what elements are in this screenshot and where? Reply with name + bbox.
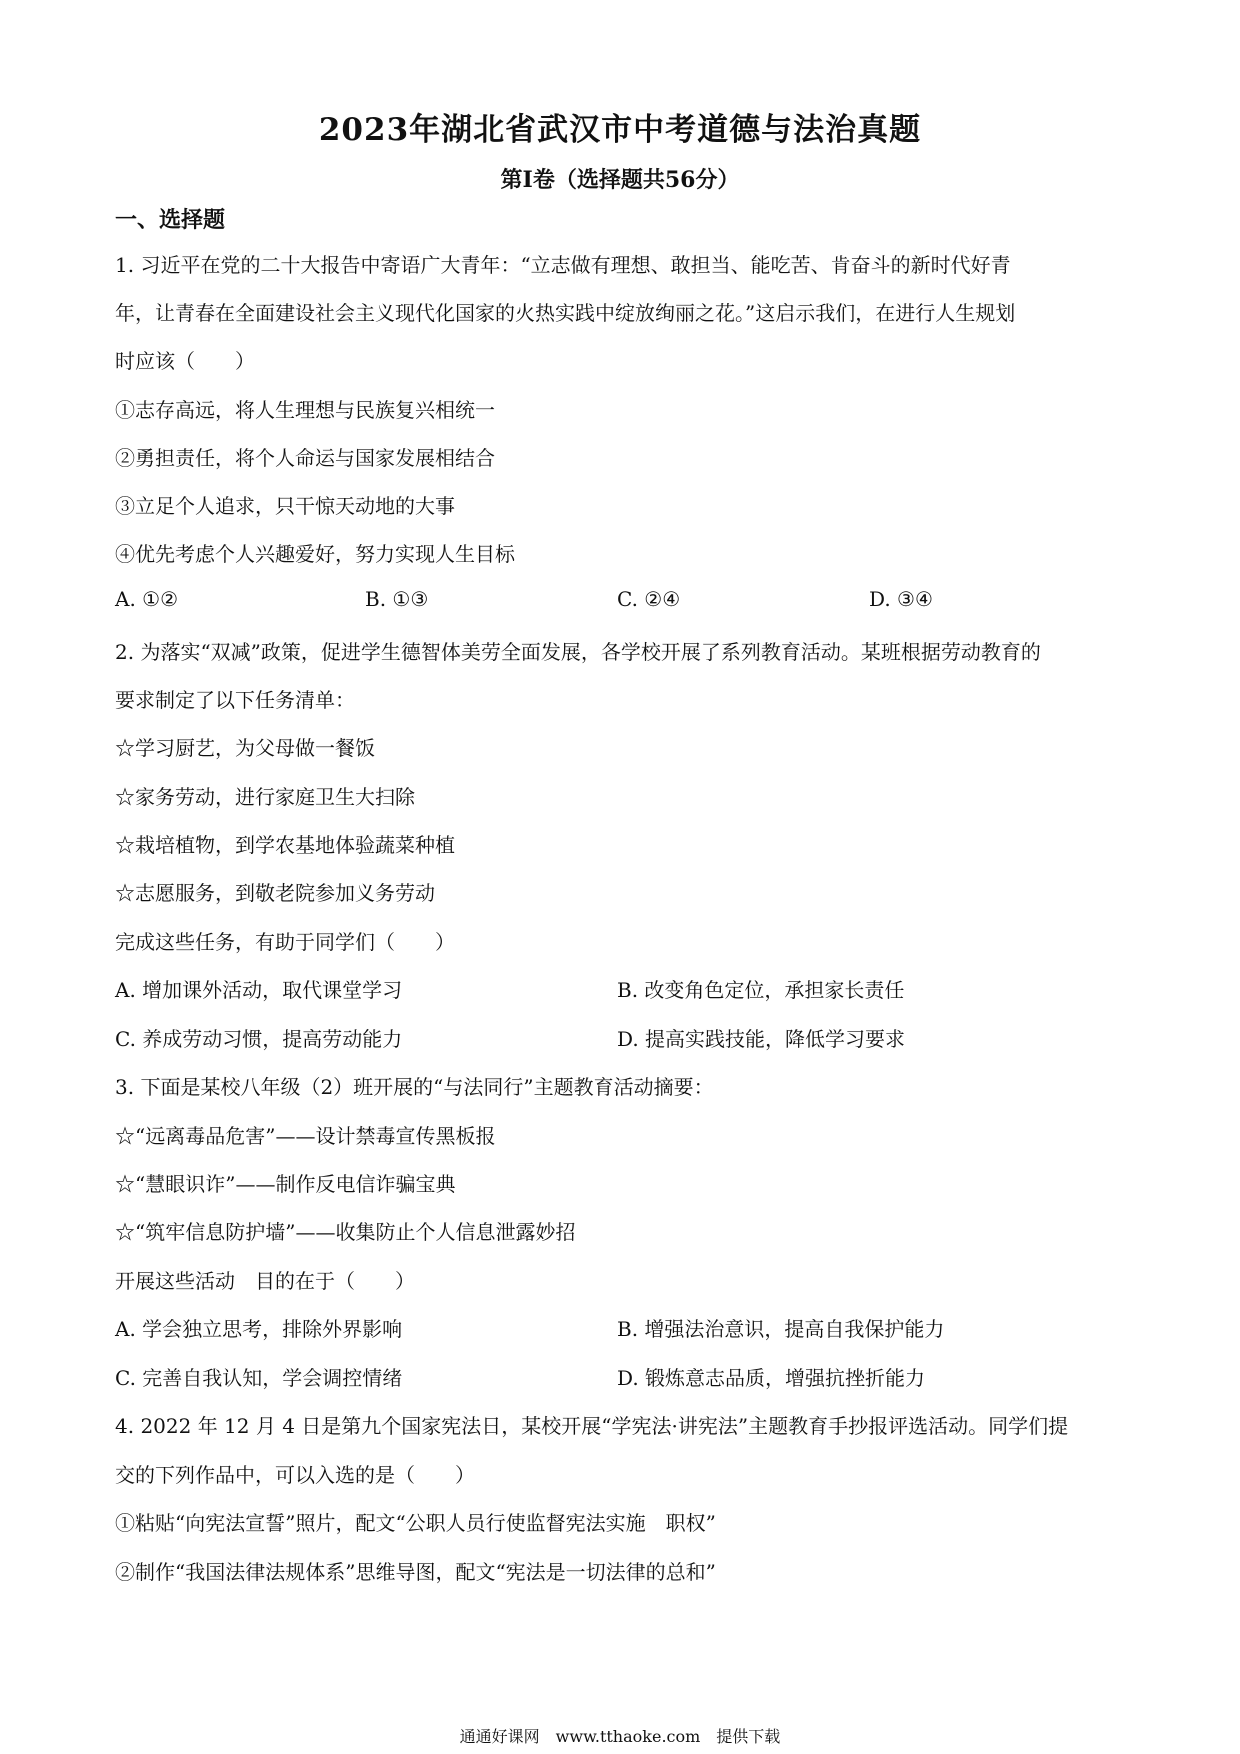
q2-option-c: C. 养成劳动习惯，提高劳动能力 <box>115 1027 403 1051</box>
q1-item: ④优先考虑个人兴趣爱好，努力实现人生目标 <box>115 542 515 566</box>
q4-stem-line: 4. 2022 年 12 月 4 日是第九个国家宪法日，某校开展“学宪法·讲宪法”主题教育手抄报评选活动。同学们提 <box>115 1414 1069 1438</box>
q2-item: ☆栽培植物，到学农基地体验蔬菜种植 <box>115 833 455 857</box>
q4-stem-line: 交的下列作品中，可以入选的是（ ） <box>115 1463 475 1487</box>
q1-option-d: D. ③④ <box>869 587 933 611</box>
q1-item: ①志存高远，将人生理想与民族复兴相统一 <box>115 398 495 422</box>
page-subtitle: 第I卷（选择题共56分） <box>500 167 740 193</box>
q2-stem-line: 2. 为落实“双减”政策，促进学生德智体美劳全面发展，各学校开展了系列教育活动。某班根据劳动教育的 <box>115 640 1041 664</box>
q3-item: ☆“慧眼识诈”——制作反电信诈骗宝典 <box>115 1172 456 1196</box>
q2-item: ☆学习厨艺，为父母做一餐饭 <box>115 736 375 760</box>
q3-option-a: A. 学会独立思考，排除外界影响 <box>115 1317 403 1341</box>
q3-option-b: B. 增强法治意识，提高自我保护能力 <box>617 1317 945 1341</box>
q3-item: ☆“远离毒品危害”——设计禁毒宣传黑板报 <box>115 1124 496 1148</box>
q1-stem-line: 1. 习近平在党的二十大报告中寄语广大青年：“立志做有理想、敢担当、能吃苦、肯奋斗的新时代好青 <box>115 253 1011 277</box>
q2-item: ☆志愿服务，到敬老院参加义务劳动 <box>115 881 435 905</box>
q1-item: ③立足个人追求，只干惊天动地的大事 <box>115 494 455 518</box>
page-title: 2023年湖北省武汉市中考道德与法治真题 <box>318 112 922 148</box>
q2-option-d: D. 提高实践技能，降低学习要求 <box>617 1027 906 1051</box>
q2-option-b: B. 改变角色定位，承担家长责任 <box>617 978 905 1002</box>
q2-option-a: A. 增加课外活动，取代课堂学习 <box>115 978 403 1002</box>
footer-credit: 通通好课网 www.tthaoke.com 提供下载 <box>459 1727 781 1746</box>
q2-item: ☆家务劳动，进行家庭卫生大扫除 <box>115 785 415 809</box>
q3-stem: 开展这些活动 目的在于（ ） <box>115 1269 415 1293</box>
q3-item: ☆“筑牢信息防护墙”——收集防止个人信息泄露妙招 <box>115 1220 576 1244</box>
q3-option-d: D. 锻炼意志品质，增强抗挫折能力 <box>617 1366 926 1390</box>
q2-stem: 完成这些任务，有助于同学们（ ） <box>115 930 455 954</box>
q2-stem-line: 要求制定了以下任务清单： <box>115 688 355 712</box>
q1-stem-line: 时应该（ ） <box>115 349 255 373</box>
section-heading: 一、选择题 <box>115 207 226 233</box>
q1-option-a: A. ①② <box>115 587 179 611</box>
q4-item: ①粘贴“向宪法宣誓”照片，配文“公职人员行使监督宪法实施 职权” <box>115 1511 716 1535</box>
q4-item: ②制作“我国法律法规体系”思维导图，配文“宪法是一切法律的总和” <box>115 1560 716 1584</box>
q1-stem-line: 年，让青春在全面建设社会主义现代化国家的火热实践中绽放绚丽之花。”这启示我们，在进行人生规划 <box>115 301 1016 325</box>
q3-stem-line: 3. 下面是某校八年级（2）班开展的“与法同行”主题教育活动摘要： <box>115 1075 714 1099</box>
q1-item: ②勇担责任，将个人命运与国家发展相结合 <box>115 446 495 470</box>
q1-option-b: B. ①③ <box>365 587 429 611</box>
q3-option-c: C. 完善自我认知，学会调控情绪 <box>115 1366 403 1390</box>
q1-option-c: C. ②④ <box>617 587 681 611</box>
